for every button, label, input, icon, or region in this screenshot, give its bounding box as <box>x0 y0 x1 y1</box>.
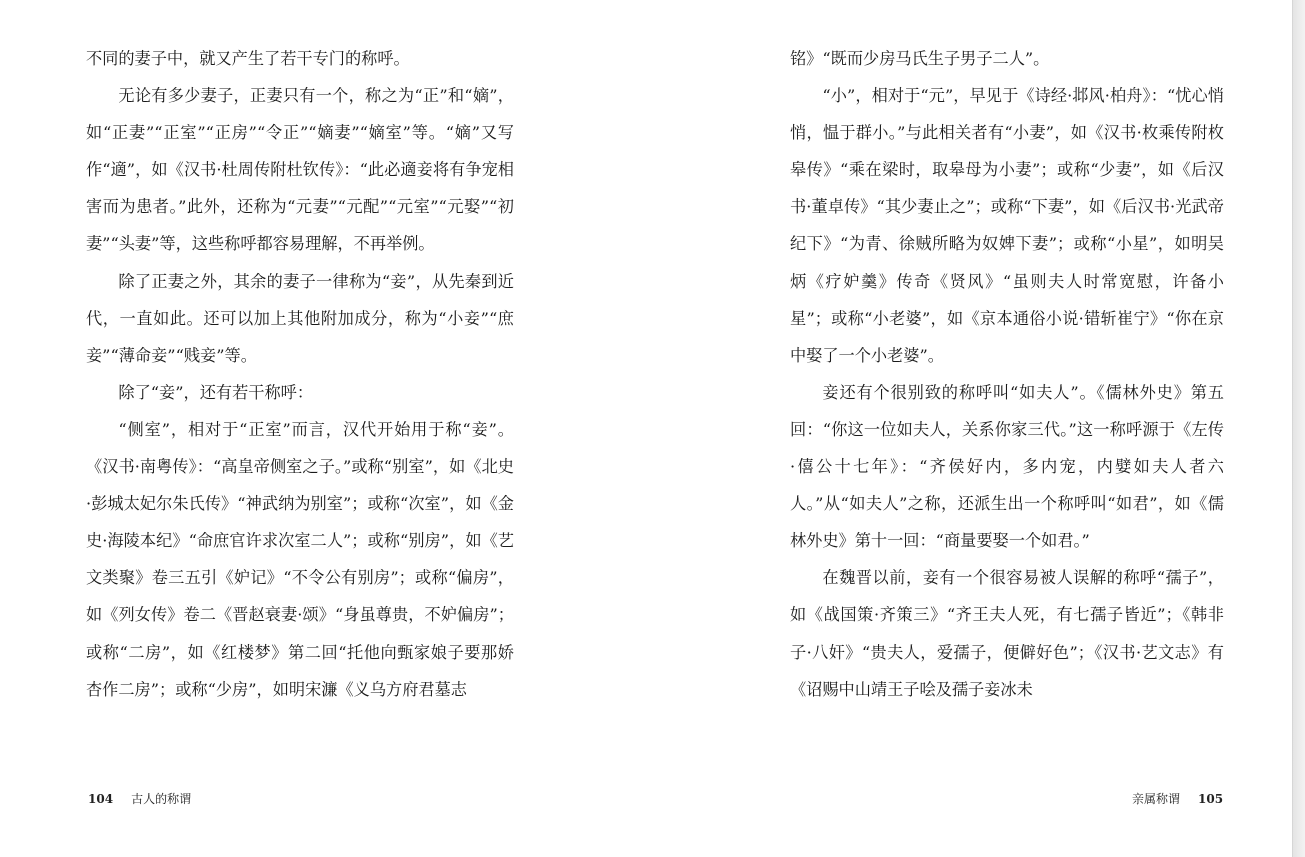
paragraph: 铭》“既而少房马氏生子男子二人”。 <box>790 49 1050 68</box>
paragraph: 除了“妾”，还有若干称呼： <box>118 382 314 402</box>
paragraph: 除了正妻之外，其余的妻子一律称为“妾”，从先秦到近代，一直如此。还可以加上其他附加成分，称为“小妾”“庶妾”“薄命妾”“贱妾”等。 <box>86 271 514 365</box>
page-number: 105 <box>1198 792 1224 806</box>
paragraph: “侧室”，相对于“正室”而言，汉代开始用于称“妾”。《汉书·南粤传》：“高皇帝侧室之子。”或称“别室”，如《北史·彭城太妃尔朱氏传》“神武纳为别室”；或称“次室”，如《金史·海陵本纪》“命庶官许求次室二人”；或称“别房”，如《艺文类聚》卷三五引《妒记》“不令公有别房”；或称“偏房”，如《列女传》卷二《晋赵衰妻·颂》“身虽尊贵，不妒偏房”；或称“二房”，如《红楼梦》第二回“托他向甄家娘子要那娇杏作二房”；或称“少房”，如明宋濂《义乌方府君墓志 <box>86 419 514 699</box>
running-title: 亲属称谓 <box>1132 792 1181 806</box>
right-page-text <box>790 40 1224 708</box>
viewer-scrollbar[interactable] <box>1292 0 1305 857</box>
page-number: 104 <box>88 792 114 806</box>
paragraph: 不同的妻子中，就又产生了若干专门的称呼。 <box>86 49 410 68</box>
paragraph: 妾还有个很别致的称呼叫“如夫人”。《儒林外史》第五回：“你这一位如夫人，关系你家三代。”这一称呼源于《左传·僖公十七年》：“齐侯好内，多内宠，内嬖如夫人者六人。”从“如夫人”之称，还派生出一个称呼叫“如君”，如《儒林外史》第十一回：“商量要娶一个如君。” <box>790 382 1224 551</box>
right-page-footer <box>1132 790 1223 807</box>
running-title: 古人的称谓 <box>131 792 192 806</box>
left-page-text <box>86 40 514 708</box>
paragraph: 无论有多少妻子，正妻只有一个，称之为“正”和“嫡”，如“正妻”“正室”“正房”“令正”“嫡妻”“嫡室”等。“嫡”又写作“適”，如《汉书·杜周传附杜钦传》：“此必適妾将有争宠相害而为患者。”此外，还称为“元妻”“元配”“元室”“元娶”“初妻”“头妻”等，这些称呼都容易理解，不再举例。 <box>86 86 514 254</box>
left-page <box>0 0 652 857</box>
left-page-footer <box>88 790 191 807</box>
right-page <box>652 0 1305 857</box>
paragraph: 在魏晋以前，妾有一个很容易被人误解的称呼“孺子”，如《战国策·齐策三》“齐王夫人死，有七孺子皆近”；《韩非子·八奸》“贵夫人，爱孺子，便僻好色”；《汉书·艺文志》有《诏赐中山靖王子哙及孺子妾冰未 <box>790 568 1224 699</box>
paragraph: “小”，相对于“元”，早见于《诗经·邶风·柏舟》：“忧心悄悄，愠于群小。”与此相关者有“小妻”，如《汉书·枚乘传附枚皋传》“乘在梁时，取皋母为小妻”；或称“少妻”，如《后汉书·董卓传》“其少妻止之”；或称“下妻”，如《后汉书·光武帝纪下》“为青、徐贼所略为奴婢下妻”；或称“小星”，如明吴炳《疗妒羹》传奇《贤风》“虽则夫人时常宽慰，许备小星”；或称“小老婆”，如《京本通俗小说·错斩崔宁》“你在京中娶了一个小老婆”。 <box>790 86 1224 365</box>
